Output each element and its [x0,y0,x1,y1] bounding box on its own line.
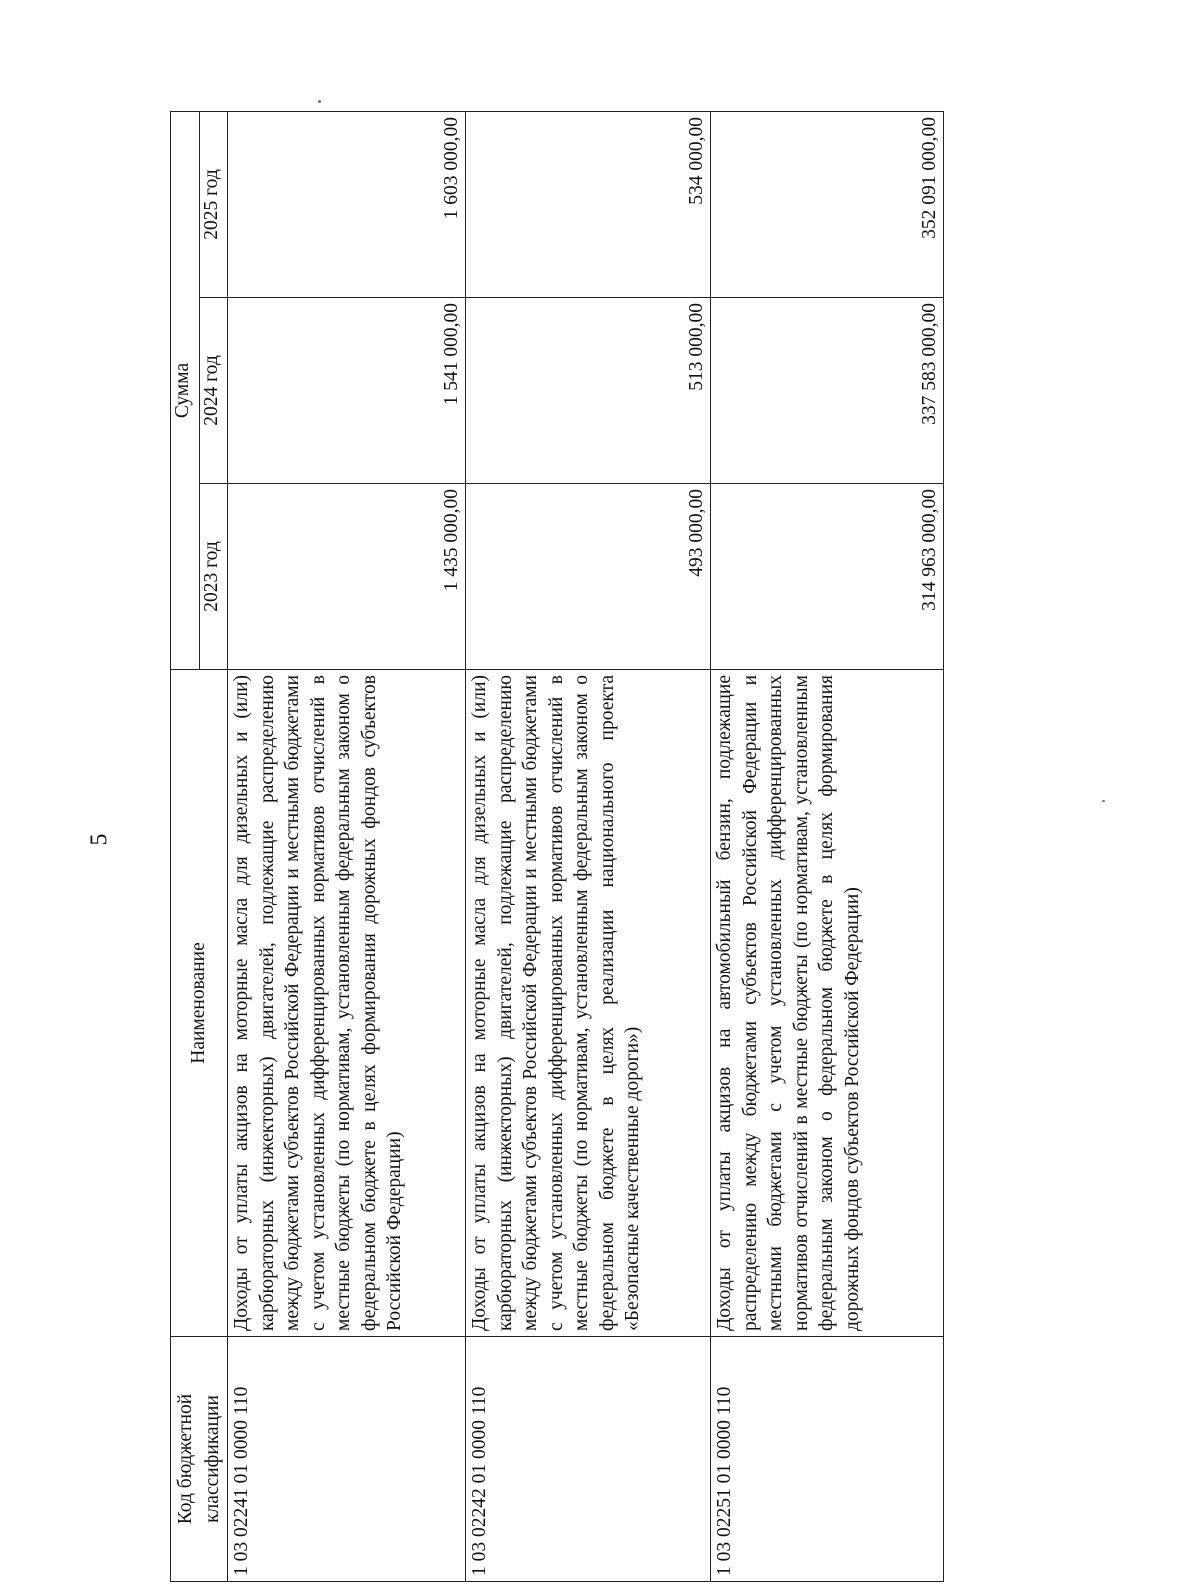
row-name: Доходы от уплаты акцизов на автомобильный бензин, подлежащие распределению между бюджетами субъектов Российской Федерации и местными бюджетами с учетом установленных дифференцированных нормативов отчислений в местные бюджеты (по нормативам, установленным федеральным законом о федеральном бюджете в целях формирования дорожных фондов субъектов Российской Федерации) [711,670,944,1337]
header-code: Код бюджетной классификации [171,1337,228,1582]
header-name: Наименование [171,670,228,1337]
row-code: 1 03 02242 01 0000 110 [466,1337,711,1582]
page-number: 5 [86,833,113,846]
scan-speck [318,100,321,103]
row-name: Доходы от уплаты акцизов на моторные масла для дизельных и (или) карбюраторных (инжекторных) двигателей, подлежащие распределению между бюджетами субъектов Российской Федерации и местными бюджетами с учетом установленных дифференцированных нормативов отчислений в местные бюджеты (по нормативам, установленным федеральным законом о федеральном бюджете в целях реализации национального проекта «Безопасные качественные дороги») [466,670,711,1337]
header-year-2023: 2023 год [199,484,228,670]
row-name: Доходы от уплаты акцизов на моторные масла для дизельных и (или) карбюраторных (инжекторных) двигателей, подлежащие распределению между бюджетами субъектов Российской Федерации и местными бюджетами с учетом установленных дифференцированных нормативов отчислений в местные бюджеты (по нормативам, установленным федеральным законом о федеральном бюджете в целях формирования дорожных фондов субъектов Российской Федерации) [228,670,466,1337]
header-year-2024: 2024 год [199,298,228,484]
header-year-2025: 2025 год [199,111,228,297]
row-value-2025: 1 603 000,00 [228,111,466,297]
row-value-2024: 1 541 000,00 [228,298,466,484]
row-code: 1 03 02241 01 0000 110 [228,1337,466,1582]
table-row [466,111,711,1581]
row-value-2023: 1 435 000,00 [228,484,466,670]
row-value-2025: 352 091 000,00 [711,111,944,297]
scan-speck [1102,800,1105,802]
table-row [711,111,944,1581]
row-value-2023: 314 963 000,00 [711,484,944,670]
rotated-table-container [170,112,942,1582]
row-value-2024: 337 583 000,00 [711,298,944,484]
budget-table [170,111,944,1582]
row-value-2023: 493 000,00 [466,484,711,670]
header-sum: Сумма [171,111,200,669]
row-value-2024: 513 000,00 [466,298,711,484]
row-value-2025: 534 000,00 [466,111,711,297]
row-code: 1 03 02251 01 0000 110 [711,1337,944,1582]
table-row [228,111,466,1581]
